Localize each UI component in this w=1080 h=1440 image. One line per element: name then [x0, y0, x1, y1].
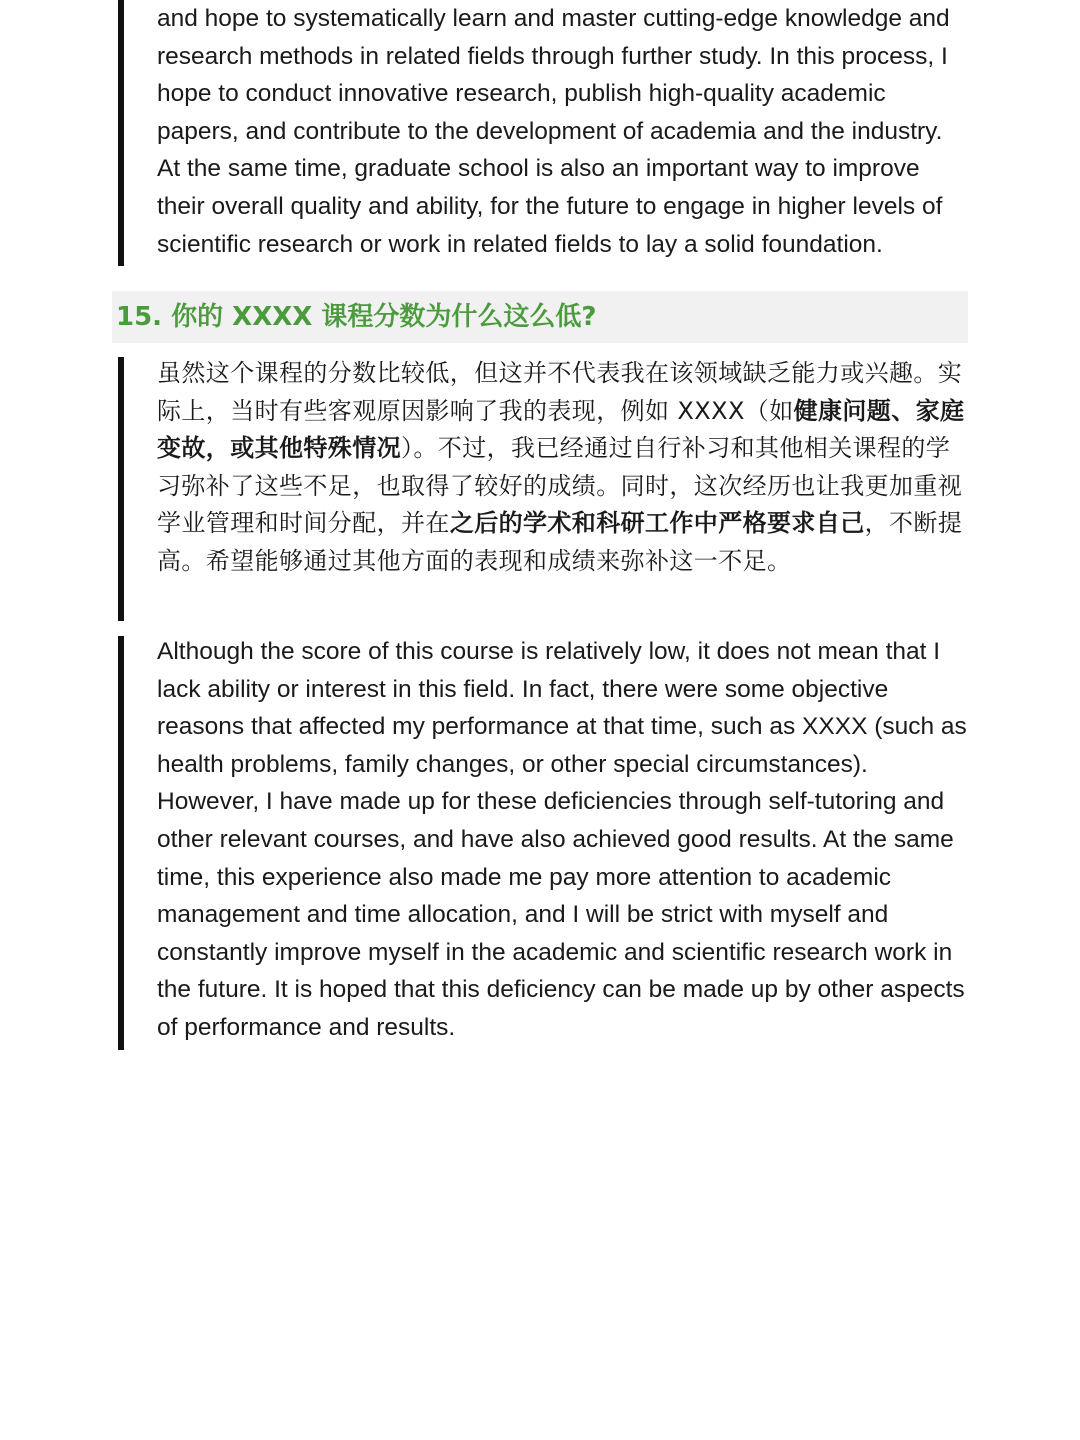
question-title: 15. 你的 XXXX 课程分数为什么这么低?	[116, 302, 597, 332]
answer-cn-bold2: 之后的学术和科研工作中严格要求自己	[449, 509, 865, 538]
answer-cn-part3: ，不断提高。希望能够通过其他方面的表现和成绩来弥补这一不足。	[157, 509, 963, 575]
answer-chinese-block	[118, 357, 968, 621]
top-quote-block	[118, 0, 968, 266]
answer-cn-bold1: 健康问题、家庭变故，或其他特殊情况	[157, 396, 965, 463]
answer-cn-part2: ）。不过，我已经通过自行补习和其他相关课程的学习弥补了这些不足，也取得了较好的成绩。同时，这次经历也让我更加重视学业管理和时间分配，并在	[157, 434, 963, 538]
answer-cn-part1: 虽然这个课程的分数比较低，但这并不代表我在该领域缺乏能力或兴趣。实际上，当时有些客观原因影响了我的表现，例如 XXXX（如	[157, 359, 963, 425]
answer-chinese-text	[157, 355, 968, 581]
answer-english-text: Although the score of this course is relatively low, it does not mean that I lack ability or interest in this field. In fact, there were some objective reasons that affected my performance at that time, such as XXXX (such as health problems, family changes, or other special circumstances). However, I have made up for these deficiencies through self-tutoring and other relevant courses, and have also achieved good results. At the same time, this experience also made me pay more attention to academic management and time allocation, and I will be strict with myself and constantly improve myself in the academic and scientific research work in the future. It is hoped that this deficiency can be made up by other aspects of performance and results.	[157, 638, 967, 1041]
top-quote-text: and hope to systematically learn and master cutting-edge knowledge and research methods in related fields through further study. In this process, I hope to conduct innovative research, publish high-quality academic papers, and contribute to the development of academia and the industry. At the same time, graduate school is also an important way to improve their overall quality and ability, for the future to engage in higher levels of scientific research or work in related fields to lay a solid foundation.	[157, 5, 950, 258]
answer-english-block	[118, 636, 968, 1050]
question-heading-bar	[112, 291, 968, 343]
